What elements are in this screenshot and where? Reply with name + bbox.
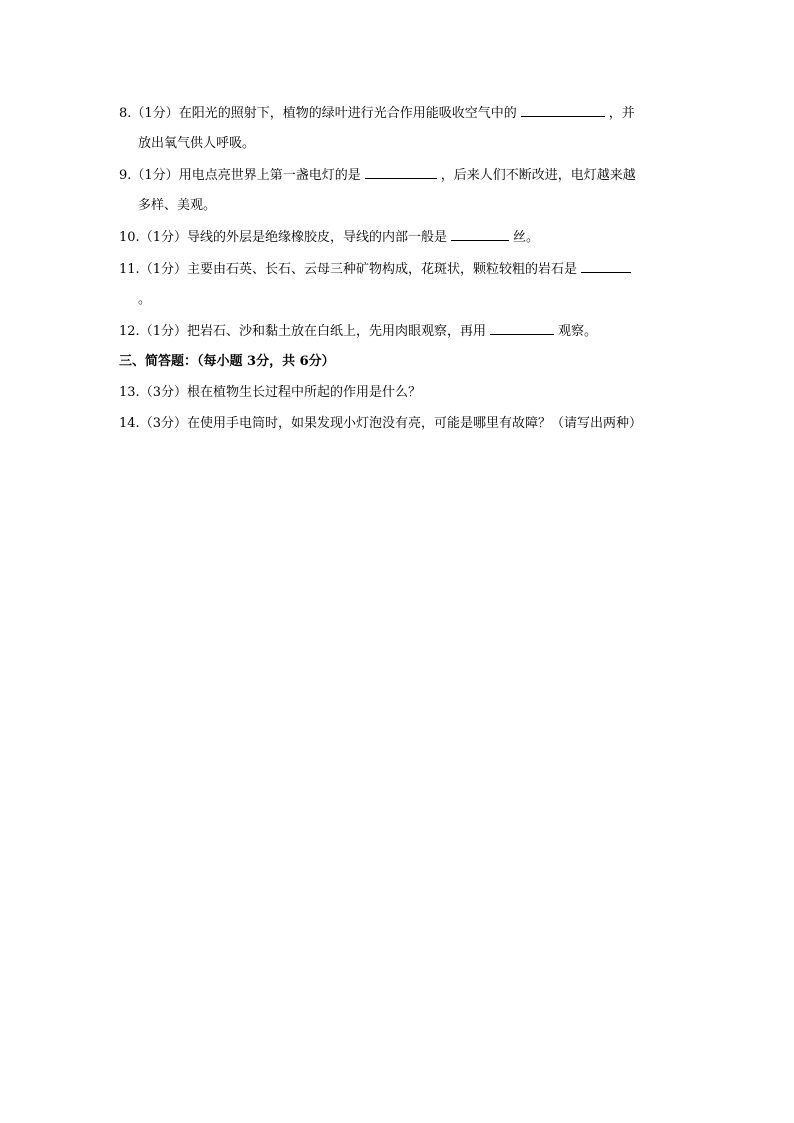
question-text: 放出氧气供人呼吸。 [138, 136, 256, 151]
question-8-line-1 [119, 104, 635, 123]
question-12-line-1 [119, 322, 597, 341]
question-text: 丝。 [512, 230, 539, 245]
question-text: 根在植物生长过程中所起的作用是什么？ [186, 385, 421, 400]
question-number: 10. [119, 230, 140, 245]
question-score: （1分） [139, 262, 187, 277]
question-score: （3分） [139, 416, 187, 431]
question-number: 14. [119, 416, 140, 431]
question-11-line-1 [119, 260, 635, 279]
question-number: 9. [119, 168, 132, 183]
answer-blank[interactable] [451, 228, 509, 241]
question-text: 在使用手电筒时，如果发现小灯泡没有亮，可能是哪里有故障？（请写出两种） [186, 416, 642, 431]
question-score: （1分） [139, 324, 187, 339]
question-score: （1分） [131, 106, 179, 121]
question-text: 把岩石、沙和黏土放在白纸上，先用肉眼观察，再用 [186, 324, 486, 339]
answer-blank[interactable] [581, 260, 631, 273]
question-text: 观察。 [557, 324, 597, 339]
question-9-line-1 [119, 166, 636, 185]
question-11-line-2 [138, 291, 151, 309]
question-14-line-1 [119, 415, 642, 433]
answer-blank[interactable] [490, 322, 554, 335]
question-text: 在阳光的照射下，植物的绿叶进行光合作用能吸收空气中的 [178, 106, 517, 121]
question-number: 12. [119, 324, 140, 339]
question-8-line-2 [138, 135, 255, 153]
section-title: 三、简答题：（每小题 3分，共 6分） [119, 354, 335, 369]
question-9-line-2 [138, 197, 216, 215]
question-number: 8. [119, 106, 132, 121]
answer-blank[interactable] [521, 104, 605, 117]
question-score: （3分） [139, 385, 187, 400]
question-score: （1分） [139, 230, 187, 245]
question-text: 主要由石英、长石、云母三种矿物构成，花斑状，颗粒较粗的岩石是 [186, 262, 577, 277]
question-text: 多样、美观。 [138, 198, 217, 213]
question-text: 导线的外层是绝缘橡胶皮，导线的内部一般是 [186, 230, 447, 245]
question-text: 。 [138, 292, 152, 307]
question-text: ，并 [608, 106, 635, 121]
question-score: （1分） [131, 168, 179, 183]
question-13-line-1 [119, 384, 421, 402]
question-text: ，后来人们不断改进，电灯越来越 [440, 168, 636, 183]
question-text: 用电点亮世界上第一盏电灯的是 [178, 168, 361, 183]
section-heading [119, 353, 335, 371]
question-number: 13. [119, 385, 140, 400]
question-number: 11. [119, 262, 140, 277]
answer-blank[interactable] [365, 166, 437, 179]
question-10-line-1 [119, 228, 539, 247]
